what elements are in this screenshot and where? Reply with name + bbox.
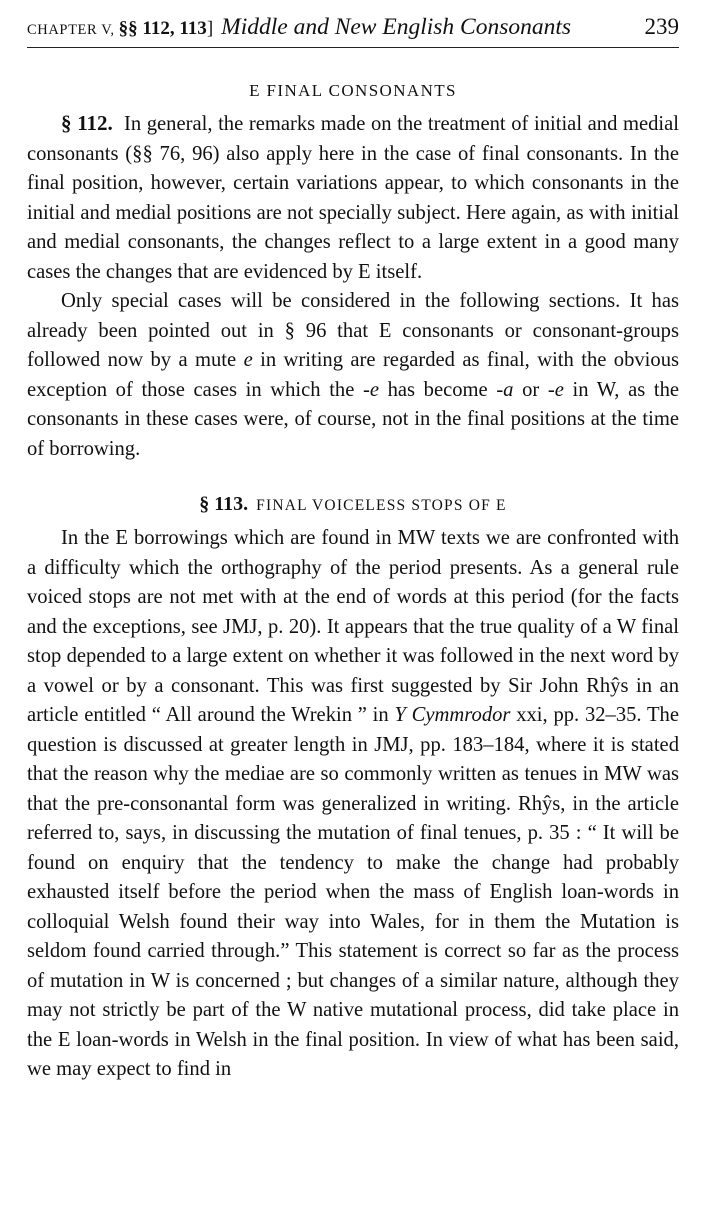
running-head xyxy=(27,14,679,48)
section-112-text: In general, the remarks made on the treatment of initial and medial consonants (§§ 76, 96) also apply here in the case of final consonants. In the final position, however, certain variations appear, to which consonants in the initial and medial positions are not specially subject. Here again, as with initial and medial consonants, the changes reflect to a large extent in a good many cases the changes that are evidenced by E itself. xyxy=(27,113,680,283)
bracket: ] xyxy=(206,18,214,39)
italic-suffix: -e xyxy=(547,378,564,401)
book-page xyxy=(27,14,679,1085)
section-range: §§ 112, 113 xyxy=(118,18,207,39)
journal-title: Y Cymmrodor xyxy=(394,704,511,726)
paragraph-text: xxi, pp. 32–35. The question is discussed at greater length in JMJ, pp. 183–184, where it is stated that the reason why the mediae are so commonly written as tenues in MW was that the pre-consonantal form was generalized in writing. Rhŷs, in the article referred to, says, in discussing the mutation of final tenues, p. 35 : “ It will be found on enquiry that the tendency to make the change had probably exhausted itself before the period when the mass of English loan-words in colloquial Welsh found their way into Wales, for in them the Mutation is seldom found carried through.” This statement is correct so far as the process of mutation in W is concerned ; but changes of a similar nature, although they may not strictly be part of the W native mutational process, did take place in the E loan-words in Welsh in the final position. In view of what has been said, we may expect to find in xyxy=(27,704,679,1080)
paragraph-text: or xyxy=(513,378,548,401)
paragraph-text: in writing are regarded as final, with the obvious exception of those cases in which the xyxy=(27,349,680,401)
italic-suffix: -a xyxy=(496,378,514,401)
section-113-title: FINAL VOICELESS STOPS OF E xyxy=(256,497,507,514)
section-113-paragraph xyxy=(27,524,679,1085)
paragraph-text: In the E borrowings which are found in MW texts we are confronted with a difficulty which the orthography of the period presents. As a general rule voiced stops are not met with at the end of words at this period (for the facts and the exceptions, see JMJ, p. 20). It appears that the true quality of a W final stop depended to a large extent on whether it was followed in the next word by a vowel or by a consonant. This was first suggested by Sir John Rhŷs in an article entitled “ All around the Wrekin ” in xyxy=(27,527,679,726)
section-112-paragraph-1 xyxy=(27,109,679,287)
section-113-heading xyxy=(27,492,679,518)
paragraph-text: has become xyxy=(378,378,497,401)
section-112-paragraph-2 xyxy=(27,287,679,464)
italic-suffix: -e xyxy=(362,378,379,401)
page-number: 239 xyxy=(644,14,679,39)
chapter-label: CHAPTER V, xyxy=(27,22,115,38)
section-113-number: § 113. xyxy=(199,493,249,515)
running-head-left xyxy=(27,14,571,41)
paragraph-text: in W, as the consonants in these cases were, of course, not in the final positions at the time of borrowing. xyxy=(27,378,680,460)
section-112-number: § 112. xyxy=(61,111,113,135)
paragraph-text: Only special cases will be considered in the following sections. It has already been pointed out in § 96 that E consonants or consonant-groups followed now by a mute xyxy=(27,290,679,371)
chapter-title: Middle and New English Consonants xyxy=(221,14,572,40)
italic-e: e xyxy=(243,349,253,371)
heading-e-final-consonants: E FINAL CONSONANTS xyxy=(249,81,457,100)
